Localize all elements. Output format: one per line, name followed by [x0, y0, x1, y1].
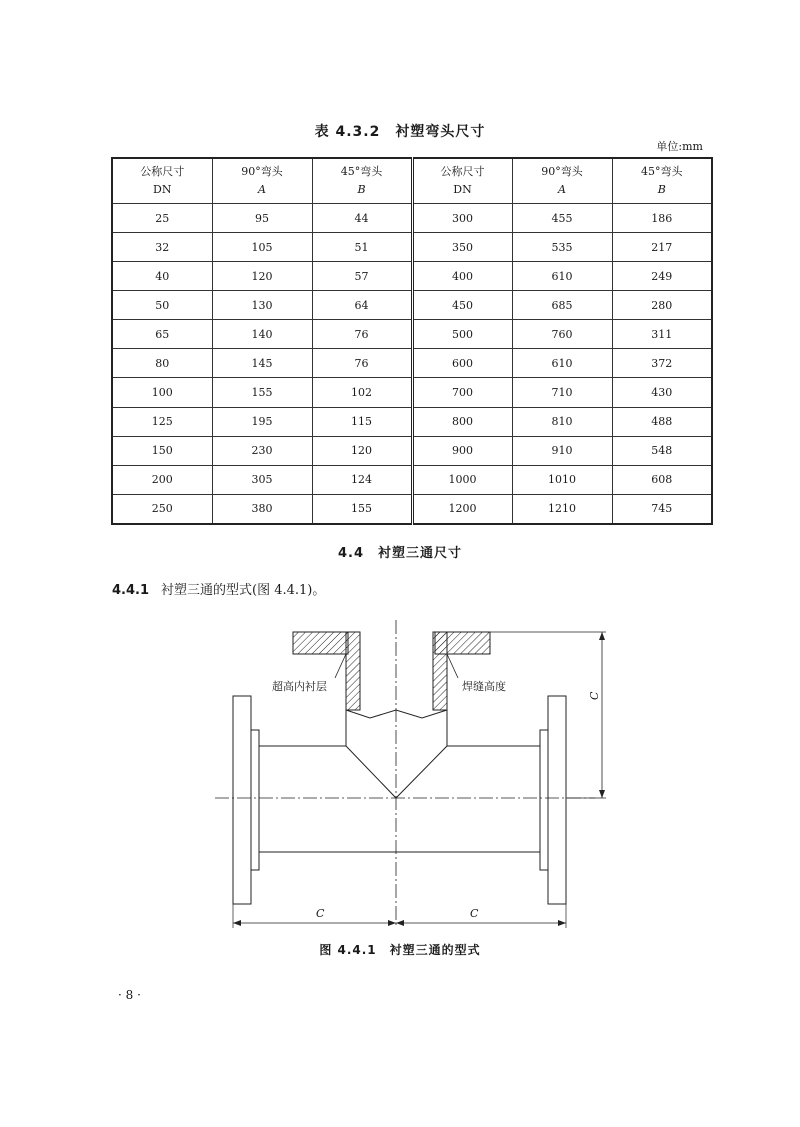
header-45-elbow: 45°弯头 B	[312, 158, 412, 204]
table-cell: 51	[312, 233, 412, 262]
page-number: · 8 ·	[118, 988, 141, 1002]
table-body	[112, 204, 712, 525]
table-cell: 305	[212, 465, 312, 494]
table-row	[112, 204, 712, 233]
table-cell: 600	[412, 349, 512, 378]
top-flange-left	[293, 632, 348, 654]
table-cell: 1000	[412, 465, 512, 494]
table-cell: 120	[312, 436, 412, 465]
table-cell: 95	[212, 204, 312, 233]
table-cell: 400	[412, 262, 512, 291]
table-unit: 单位:mm	[656, 140, 703, 153]
table-cell: 488	[612, 407, 712, 436]
header-nominal-size-2: 公称尺寸 DN	[412, 158, 512, 204]
table-cell: 76	[312, 320, 412, 349]
left-flange	[233, 696, 251, 904]
table-cell: 280	[612, 291, 712, 320]
table-cell: 80	[112, 349, 212, 378]
table-cell: 105	[212, 233, 312, 262]
figure-caption: 图 4.4.1 衬塑三通的型式	[319, 943, 481, 957]
elbow-dimension-table	[111, 157, 713, 525]
table-cell: 102	[312, 378, 412, 407]
table-row	[112, 262, 712, 291]
table-cell: 40	[112, 262, 212, 291]
table-row	[112, 291, 712, 320]
weld-label: 焊缝高度	[462, 680, 506, 693]
table-cell: 350	[412, 233, 512, 262]
table-cell: 186	[612, 204, 712, 233]
table-row	[112, 436, 712, 465]
table-cell: 372	[612, 349, 712, 378]
header-nominal-size: 公称尺寸 DN	[112, 158, 212, 204]
table-cell: 610	[512, 262, 612, 291]
dimension-c-vertical: C	[588, 691, 601, 700]
table-cell: 450	[412, 291, 512, 320]
table-cell: 430	[612, 378, 712, 407]
table-cell: 900	[412, 436, 512, 465]
table-cell: 155	[212, 378, 312, 407]
table-row	[112, 465, 712, 494]
saddle-lines	[346, 746, 447, 798]
table-cell: 610	[512, 349, 612, 378]
table-cell: 50	[112, 291, 212, 320]
table-title: 表 4.3.2 衬塑弯头尺寸	[314, 124, 486, 140]
table-cell: 685	[512, 291, 612, 320]
branch-wall-right	[433, 632, 447, 710]
branch-bottom-line	[346, 710, 447, 718]
lining-label: 超高内衬层	[272, 680, 327, 693]
dimension-c-right: C	[470, 907, 479, 920]
header-90-elbow-2: 90°弯头 A	[512, 158, 612, 204]
table-cell: 25	[112, 204, 212, 233]
table-row	[112, 349, 712, 378]
table-header-row	[112, 158, 712, 204]
table-cell: 195	[212, 407, 312, 436]
table-cell: 500	[412, 320, 512, 349]
table-cell: 311	[612, 320, 712, 349]
table-cell: 300	[412, 204, 512, 233]
table-cell: 100	[112, 378, 212, 407]
table-cell: 800	[412, 407, 512, 436]
table-cell: 1210	[512, 494, 612, 524]
table-cell: 535	[512, 233, 612, 262]
table-cell: 65	[112, 320, 212, 349]
clause-number: 4.4.1	[112, 583, 150, 598]
table-row	[112, 320, 712, 349]
table-cell: 700	[412, 378, 512, 407]
header-45-elbow-2: 45°弯头 B	[612, 158, 712, 204]
right-flange	[548, 696, 566, 904]
table-row	[112, 233, 712, 262]
table-cell: 155	[312, 494, 412, 524]
table-cell: 249	[612, 262, 712, 291]
clause	[112, 579, 325, 598]
tee-diagram	[200, 610, 620, 940]
table-cell: 217	[612, 233, 712, 262]
table-cell: 64	[312, 291, 412, 320]
header-90-elbow: 90°弯头 A	[212, 158, 312, 204]
table-cell: 150	[112, 436, 212, 465]
table-cell: 230	[212, 436, 312, 465]
table-cell: 608	[612, 465, 712, 494]
dimension-c-left: C	[316, 907, 325, 920]
table-cell: 455	[512, 204, 612, 233]
table-cell: 124	[312, 465, 412, 494]
table-cell: 710	[512, 378, 612, 407]
table-row	[112, 407, 712, 436]
table-row	[112, 378, 712, 407]
table-cell: 76	[312, 349, 412, 378]
branch-wall-left	[346, 632, 360, 710]
table-cell: 140	[212, 320, 312, 349]
table-cell: 57	[312, 262, 412, 291]
table-cell: 200	[112, 465, 212, 494]
table-cell: 44	[312, 204, 412, 233]
table-cell: 145	[212, 349, 312, 378]
section-title: 4.4 衬塑三通尺寸	[337, 546, 463, 561]
table-cell: 380	[212, 494, 312, 524]
table-row	[112, 494, 712, 524]
table-cell: 548	[612, 436, 712, 465]
table-cell: 32	[112, 233, 212, 262]
table-cell: 745	[612, 494, 712, 524]
table-cell: 125	[112, 407, 212, 436]
table-cell: 1010	[512, 465, 612, 494]
table-cell: 120	[212, 262, 312, 291]
table-cell: 810	[512, 407, 612, 436]
table-cell: 760	[512, 320, 612, 349]
table-cell: 910	[512, 436, 612, 465]
table-cell: 250	[112, 494, 212, 524]
table-cell: 130	[212, 291, 312, 320]
clause-text: 衬塑三通的型式(图 4.4.1)。	[161, 583, 326, 598]
table-cell: 115	[312, 407, 412, 436]
table-cell: 1200	[412, 494, 512, 524]
